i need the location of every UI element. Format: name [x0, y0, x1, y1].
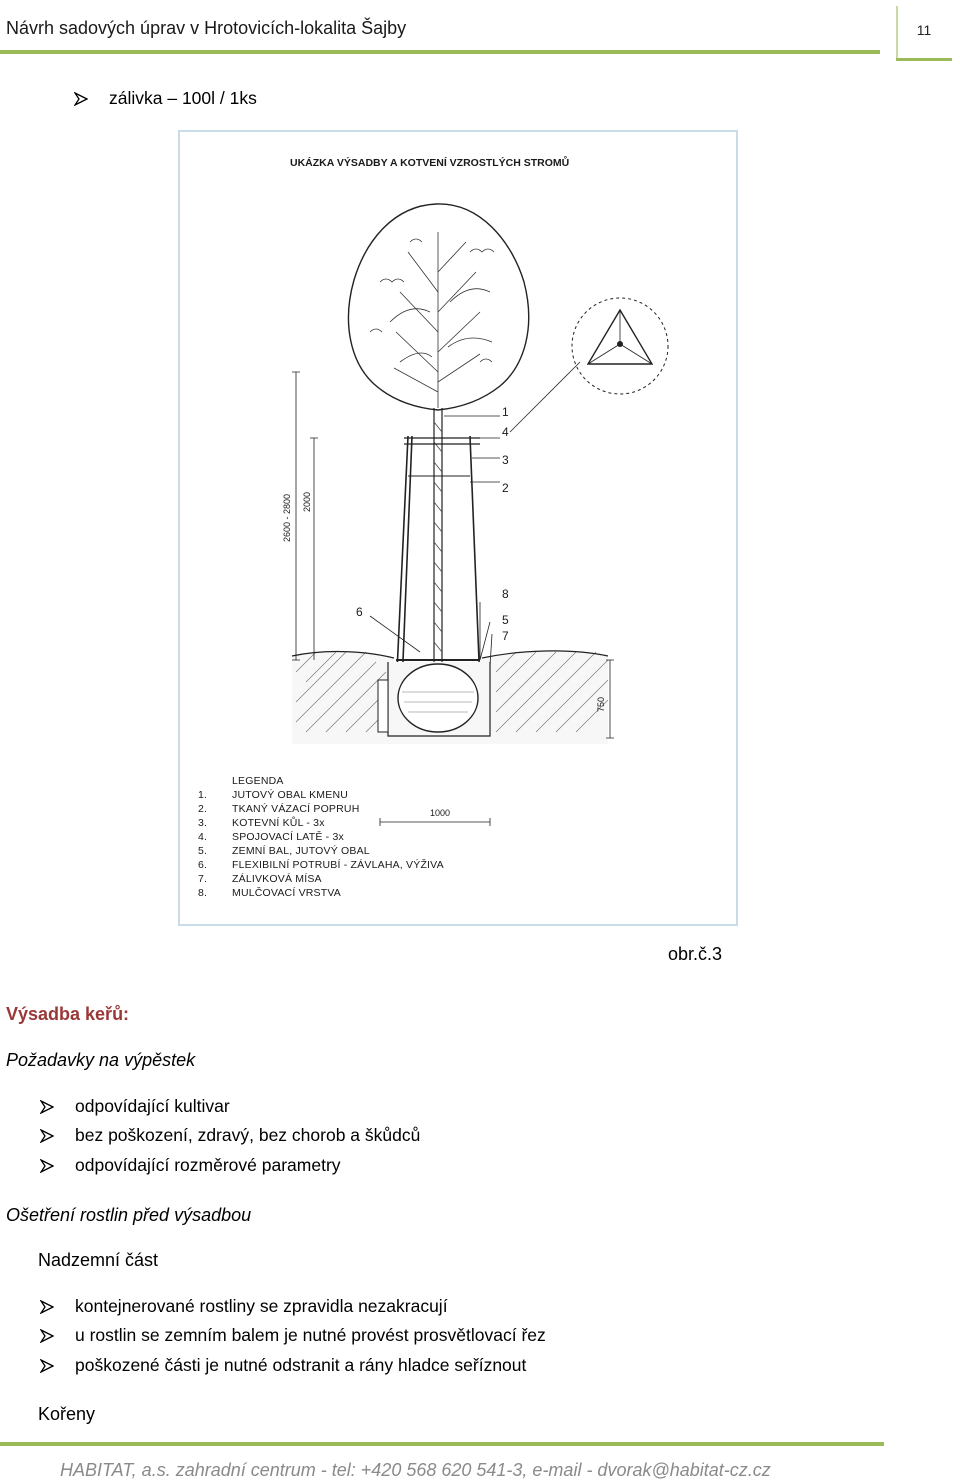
planting-diagram-figure	[178, 130, 738, 926]
legend-no: 6.	[198, 859, 208, 871]
list-item-text: kontejnerované rostliny se zpravidla nezakracují	[75, 1296, 448, 1316]
arrowhead-bullet-icon	[40, 1359, 54, 1373]
list-item-text: bez poškození, zdravý, bez chorob a škůdců	[75, 1125, 421, 1145]
dimension-depth: 750	[596, 696, 606, 712]
dimension-lines	[292, 372, 614, 826]
list-item-text: odpovídající rozměrové parametry	[75, 1155, 341, 1175]
arrowhead-bullet-icon	[74, 92, 88, 106]
legend-no: 2.	[198, 803, 208, 815]
callout-2: 2	[502, 481, 509, 495]
legend-no: 8.	[198, 887, 208, 899]
callout-3: 3	[502, 453, 509, 467]
header-rule	[0, 50, 880, 54]
list-item-text: odpovídající kultivar	[75, 1096, 230, 1116]
dimension-height-trunk: 2000	[302, 491, 312, 512]
list-item	[40, 1355, 526, 1376]
callout-4: 4	[502, 425, 509, 439]
list-item	[40, 1325, 546, 1346]
list-item	[40, 1155, 341, 1176]
legend-no: 7.	[198, 873, 208, 885]
roots-label: Kořeny	[38, 1404, 96, 1424]
planting-diagram	[180, 132, 736, 924]
callout-leaders	[370, 362, 580, 666]
legend-text: KOTEVNÍ KŮL - 3x	[232, 817, 325, 829]
callout-1: 1	[502, 405, 509, 419]
footer-contact: HABITAT, a.s. zahradní centrum - tel: +420 568 620 541-3, e-mail - dvorak@habitat-cz.cz	[60, 1460, 771, 1480]
page-number: 11	[916, 22, 932, 38]
arrowhead-bullet-icon	[40, 1159, 54, 1173]
legend-text: JUTOVÝ OBAL KMENU	[232, 789, 349, 801]
trunk-wrap	[434, 422, 442, 652]
list-item-text: poškozené části je nutné odstranit a rány hladce seříznout	[75, 1355, 527, 1375]
arrowhead-bullet-icon	[40, 1300, 54, 1314]
list-item	[40, 1296, 448, 1317]
legend	[198, 788, 444, 899]
legend-no: 3.	[198, 817, 208, 829]
header-title: Návrh sadových úprav v Hrotovicích-lokalita Šajby	[6, 18, 407, 38]
legend-text: TKANÝ VÁZACÍ POPRUH	[232, 803, 360, 815]
legend-title: LEGENDA	[232, 775, 284, 787]
list-item-text: zálivka – 100l / 1ks	[109, 88, 257, 108]
dimension-height-total: 2600 - 2800	[282, 493, 292, 542]
footer-rule	[0, 1442, 884, 1446]
list-item	[74, 88, 257, 109]
arrowhead-bullet-icon	[40, 1100, 54, 1114]
callout-7: 7	[502, 629, 509, 643]
legend-no: 5.	[198, 845, 208, 857]
callout-5: 5	[502, 613, 509, 627]
section-heading: Výsadba keřů:	[6, 1004, 130, 1024]
aboveground-label: Nadzemní část	[38, 1250, 159, 1270]
list-item	[40, 1125, 420, 1146]
callout-6: 6	[356, 605, 363, 619]
legend-no: 4.	[198, 831, 208, 843]
dimension-width: 1000	[430, 808, 451, 818]
callout-8: 8	[502, 587, 509, 601]
detail-trunk	[617, 341, 623, 347]
legend-text: ZÁLIVKOVÁ MÍSA	[232, 873, 322, 885]
irrigation-pipe	[378, 680, 388, 732]
arrowhead-bullet-icon	[40, 1129, 54, 1143]
figure-caption: obr.č.3	[668, 944, 723, 964]
treatment-heading: Ošetření rostlin před výsadbou	[6, 1205, 252, 1225]
tree-crown	[348, 204, 528, 410]
figure-title: UKÁZKA VÝSADBY A KOTVENÍ VZROSTLÝCH STROMŮ	[290, 157, 570, 169]
page-number-rule	[896, 58, 952, 61]
legend-text: FLEXIBILNÍ POTRUBÍ - ZÁVLAHA, VÝŽIVA	[232, 859, 444, 871]
arrowhead-bullet-icon	[40, 1329, 54, 1343]
legend-no: 1.	[198, 789, 208, 801]
legend-text: MULČOVACÍ VRSTVA	[232, 887, 341, 899]
legend-text: ZEMNÍ BAL, JUTOVÝ OBAL	[232, 845, 370, 857]
root-ball	[398, 664, 478, 732]
detail-straps	[588, 310, 652, 364]
list-item-text: u rostlin se zemním balem je nutné provést prosvětlovací řez	[75, 1325, 546, 1345]
list-item	[40, 1096, 230, 1117]
requirements-subheading: Požadavky na výpěstek	[6, 1050, 196, 1070]
legend-text: SPOJOVACÍ LATĚ - 3x	[232, 831, 344, 843]
